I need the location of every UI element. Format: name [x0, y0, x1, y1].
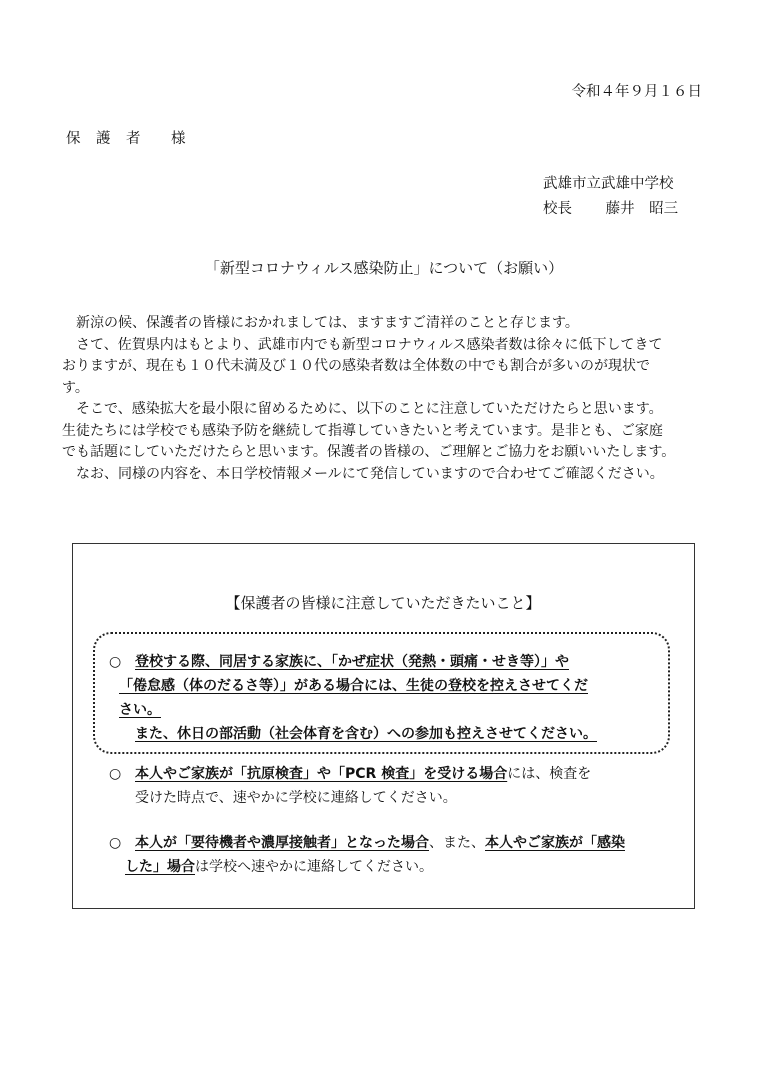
circle-bullet-icon: ○ — [109, 654, 122, 670]
notice-box — [72, 543, 695, 909]
notice-item-3 — [109, 831, 625, 879]
notice-item-1-line-3: さい。 — [119, 702, 161, 718]
document-date: 令和４年９月１６日 — [571, 84, 702, 100]
notice-box-title: 【保護者の皆様に注意していただきたいこと】 — [225, 594, 541, 612]
notice-item-1-line-2: 「倦怠感（体のだるさ等）」がある場合には、生徒の登校を控えさせてくだ — [119, 678, 588, 694]
notice-item-3-emphasis-1: 本人が「要待機者や濃厚接触者」となった場合 — [135, 835, 429, 851]
body-paragraph: 生徒たちには学校でも感染予防を継続して指導していきたいと考えています。是非とも、ご家庭 — [62, 422, 663, 439]
notice-item-2-line-2: 受けた時点で、速やかに学校に連絡してください。 — [135, 790, 457, 806]
notice-item-1-line-4: また、休日の部活動（社会体育を含む）への参加も控えさせてください。 — [135, 726, 597, 742]
circle-bullet-icon: ○ — [109, 766, 122, 782]
body-paragraph: そこで、感染拡大を最小限に留めるために、以下のことに注意していただけたらと思います。 — [76, 401, 663, 417]
notice-item-3-emphasis-2: 本人やご家族が「感染 — [485, 835, 625, 851]
body-paragraph: でも話題にしていただけたらと思います。保護者の皆様の、ご理解とご協力をお願いいたします。 — [62, 444, 676, 460]
notice-item-3-text-2: は学校へ速やかに連絡してください。 — [195, 859, 433, 875]
notice-item-3-text-1: 、また、 — [429, 835, 485, 851]
notice-item-2-emphasis: 本人やご家族が「抗原検査」や「PCR 検査」を受ける場合 — [135, 766, 508, 782]
principal-name: 校長 藤井 昭三 — [543, 201, 679, 217]
body-paragraph: 新涼の候、保護者の皆様におかれましては、ますますご清祥のことと存じます。 — [76, 315, 579, 331]
notice-item-1-line-1: 登校する際、同居する家族に、「かぜ症状（発熱・頭痛・せき等）」や — [135, 654, 569, 670]
body-paragraph: おりますが、現在も１０代未満及び１０代の感染者数は全体数の中でも割合が多いのが現状で — [62, 358, 650, 374]
notice-item-1 — [109, 650, 597, 746]
body-text — [62, 313, 712, 485]
notice-item-2 — [109, 762, 591, 810]
addressee: 保 護 者 様 — [66, 131, 186, 147]
body-paragraph: さて、佐賀県内はもとより、武雄市内でも新型コロナウィルス感染者数は徐々に低下してきて — [76, 336, 663, 353]
body-paragraph: なお、同様の内容を、本日学校情報メールにて発信していますので合わせてご確認ください。 — [76, 465, 664, 482]
body-paragraph: す。 — [62, 379, 89, 396]
document-title: 「新型コロナウィルス感染防止」について（お願い） — [204, 259, 564, 277]
notice-item-3-emphasis-3: した」場合 — [125, 859, 195, 875]
notice-item-2-text: には、検査を — [507, 766, 592, 782]
circle-bullet-icon: ○ — [109, 835, 122, 851]
school-name: 武雄市立武雄中学校 — [543, 176, 674, 192]
